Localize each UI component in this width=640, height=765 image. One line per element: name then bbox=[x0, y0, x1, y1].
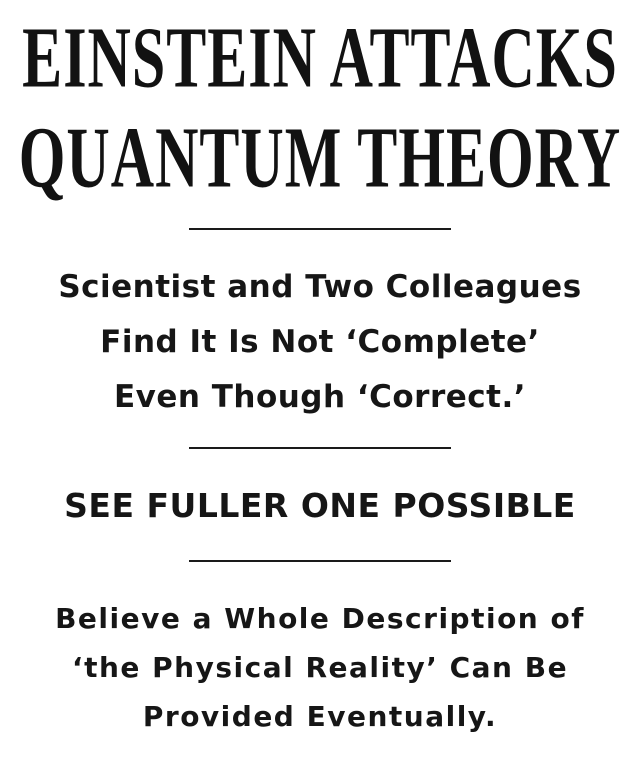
subhead-deck-1-line-2: Find It Is Not ‘Complete’ bbox=[100, 324, 540, 360]
subhead-deck-3-line-3: Provided Eventually. bbox=[142, 700, 498, 733]
headline-line-1: EINSTEIN ATTACKS bbox=[22, 9, 618, 106]
subhead-deck-3-line-2: ‘the Physical Reality’ Can Be bbox=[71, 651, 569, 684]
subhead-deck-3-line-1: Believe a Whole Description of bbox=[55, 602, 585, 635]
subhead-deck-1 bbox=[0, 260, 640, 425]
subhead-deck-1-line-3: Even Though ‘Correct.’ bbox=[113, 379, 527, 415]
divider-rule-3 bbox=[189, 560, 451, 562]
divider-rule-2 bbox=[189, 447, 451, 449]
headline-line-2: QUANTUM THEORY bbox=[18, 109, 622, 206]
subhead-deck-2: SEE FULLER ONE POSSIBLE bbox=[64, 486, 576, 525]
subhead-deck-3 bbox=[0, 594, 640, 741]
subhead-deck-1-line-1: Scientist and Two Colleagues bbox=[58, 269, 582, 305]
divider-rule-1 bbox=[189, 228, 451, 230]
